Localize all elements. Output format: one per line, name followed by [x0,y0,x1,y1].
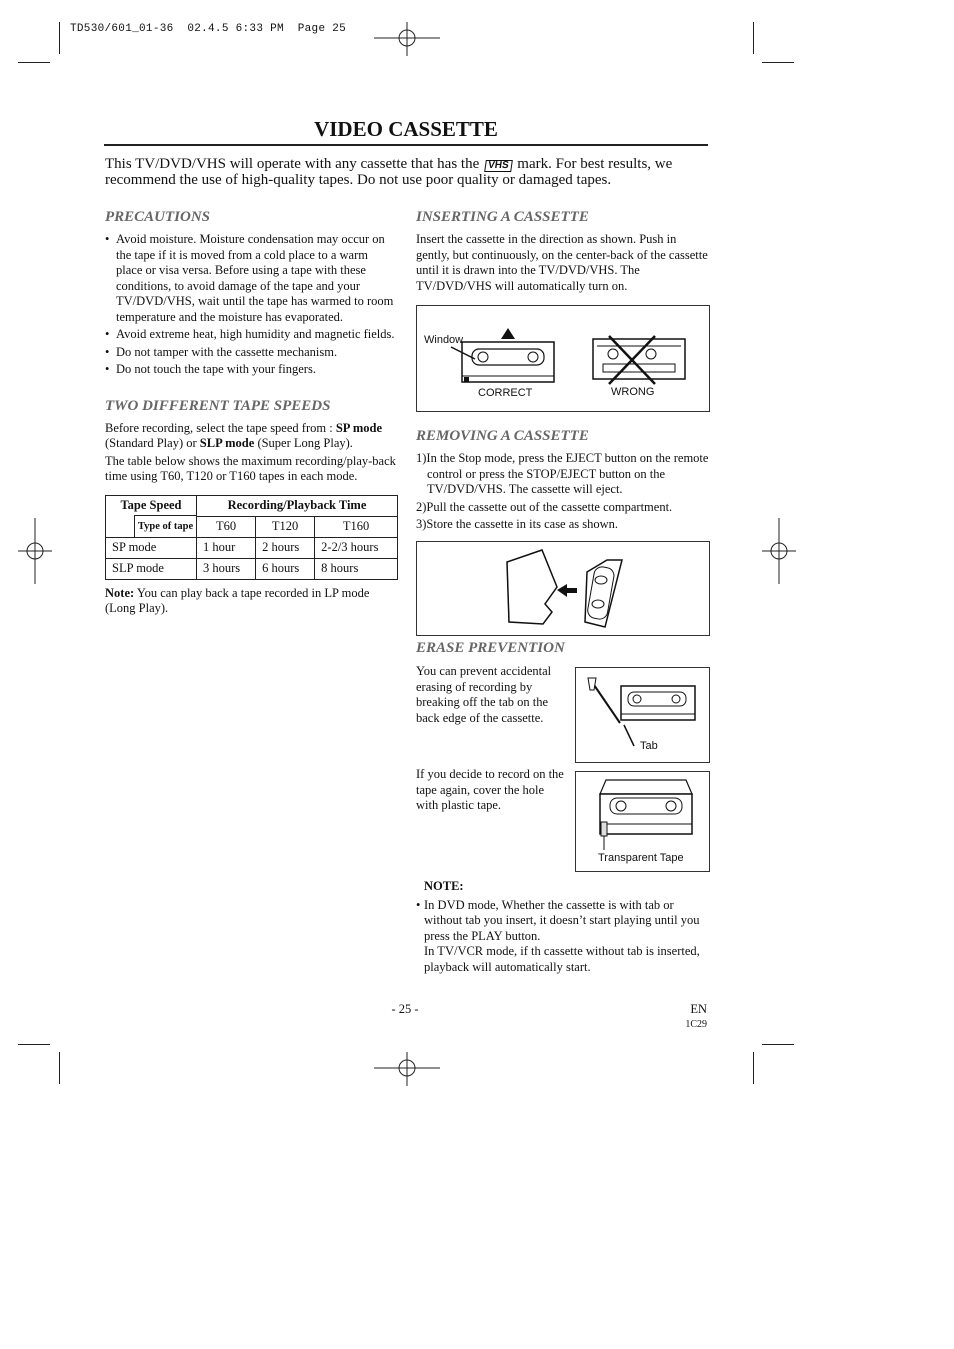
crop-mark [753,1052,754,1084]
text: (Super Long Play). [254,436,353,450]
bullet: • [416,897,421,912]
table-cell: 6 hours [256,558,315,579]
registration-mark-top [374,22,440,56]
crop-mark [762,62,794,63]
removing-section [416,428,709,535]
table-header-time: Recording/Playback Time [197,495,398,516]
vhs-logo-icon: VHS [484,160,512,172]
title-rule [104,144,708,146]
table-cell: SLP mode [106,558,197,579]
table-cell: 1 hour [197,537,256,558]
inserting-section [416,209,709,296]
window-label: Window [424,334,464,346]
page-title: VIDEO CASSETTE [314,117,498,141]
removing-figure [416,541,710,636]
column-header: T160 [315,516,398,537]
table-cell: SP mode [106,537,197,558]
note-label: NOTE: [424,879,464,893]
note-line-1: In DVD mode, Whether the cassette is with tab or without tab you insert, it doesn’t start playing until you press the PLAY button. [424,897,700,943]
slp-mode-term: SLP mode [199,436,255,450]
list-item: • Do not tamper with the cassette mechanism. [105,345,397,361]
header-label: Tape Speed [120,497,182,512]
crop-mark [18,1044,50,1045]
note-text: You can play back a tape recorded in LP mode (Long Play). [105,585,370,615]
tape-speeds-text [105,421,397,485]
note-item [416,898,709,976]
list-item: 1)In the Stop mode, press the EJECT button on the remote control or press the STOP/EJECT button on the TV/DVD/VHS. The cassette will eject. [416,451,709,496]
table-note [105,586,397,617]
header-type-of-tape: Type of tape [134,515,196,537]
list-item: 2)Pull the cassette out of the cassette compartment. [416,499,673,514]
column-header: T60 [197,516,256,537]
intro-text-after: mark. For best results, we recommend the use of high-quality tapes. Do not use poor quality or damaged tapes. [105,156,673,188]
erase-heading: ERASE PREVENTION [416,640,565,656]
note-block [416,879,709,975]
crop-mark [762,1044,794,1045]
table-cell: 2-2/3 hours [315,537,398,558]
table-cell: 2 hours [256,537,315,558]
intro-paragraph [105,156,710,188]
print-header: TD530/601_01-36 02.4.5 6:33 PM Page 25 [70,23,347,35]
left-column [105,209,397,619]
inserting-heading: INSERTING A CASSETTE [416,209,589,225]
intro-text-before: This TV/DVD/VHS will operate with any cassette that has the [105,156,480,172]
registration-mark-right [762,518,796,584]
inserting-figure [416,305,710,412]
table-row [106,537,398,558]
speed-paragraph [105,421,397,452]
page-number: - 25 - [391,1002,419,1016]
list-item: • Avoid extreme heat, high humidity and magnetic fields. [105,327,397,343]
precautions-heading: PRECAUTIONS [105,209,211,225]
crop-mark [59,22,60,54]
list-item: • Do not touch the tape with your fingers. [105,362,397,378]
table-intro-paragraph: The table below shows the maximum recording/play-back time using T60, T120 or T160 tapes in each mode. [105,453,396,483]
column-header: T120 [256,516,315,537]
erase-text-1: You can prevent accidental erasing of recording by breaking off the tab on the back edge of the cassette. [416,664,552,725]
text: Before recording, select the tape speed from : [105,420,336,435]
inserting-text: Insert the cassette in the direction as shown. Push in gently, but continuously, on the center-back of the cassette until it is drawn into the TV/DVD/VHS. The TV/DVD/VHS will automatically turn on. [416,232,708,293]
crop-mark [753,22,754,54]
removing-heading: REMOVING A CASSETTE [416,428,589,444]
table-header-speed [106,495,197,537]
table-row [106,558,398,579]
note-line-2: In TV/VCR mode, if th cassette without tab is inserted, playback will automatically start. [424,944,700,974]
table-cell: 3 hours [197,558,256,579]
correct-label: CORRECT [478,387,533,399]
wrong-label: WRONG [611,386,655,398]
crop-mark [59,1052,60,1084]
registration-mark-left [18,518,52,584]
sp-mode-term: SP mode [335,420,382,435]
cassette-orientation-illustration [417,306,709,411]
language-code: EN [690,1002,707,1016]
transparent-tape-label: Transparent Tape [598,852,684,864]
erase-figure-tape [575,771,710,872]
list-item: 3)Store the cassette in its case as shown. [416,517,619,531]
tape-speeds-heading: TWO DIFFERENT TAPE SPEEDS [105,397,331,414]
cassette-case-illustration [417,542,709,635]
note-label: Note: [105,585,135,600]
tab-label: Tab [640,740,658,752]
erase-text-2: If you decide to record on the tape again, cover the hole with plastic tape. [416,767,564,812]
registration-mark-bottom [374,1052,440,1086]
crop-mark [18,62,50,63]
erase-figure-tab [575,667,710,763]
precautions-list [105,232,397,378]
text: (Standard Play) or [105,436,200,450]
table-cell: 8 hours [315,558,398,579]
removing-steps [416,451,709,533]
document-code: 1C29 [685,1019,707,1030]
list-item: • Avoid moisture. Moisture condensation may occur on the tape if it is moved from a cold place to a warm place or visa versa. Before using a tape with these conditions, to avoid damage of the tape and your TV/DVD/VHS, wait until the tape has warmed to room temperature and the moisture has evaporated. [105,232,397,325]
tape-speed-table [105,495,398,580]
